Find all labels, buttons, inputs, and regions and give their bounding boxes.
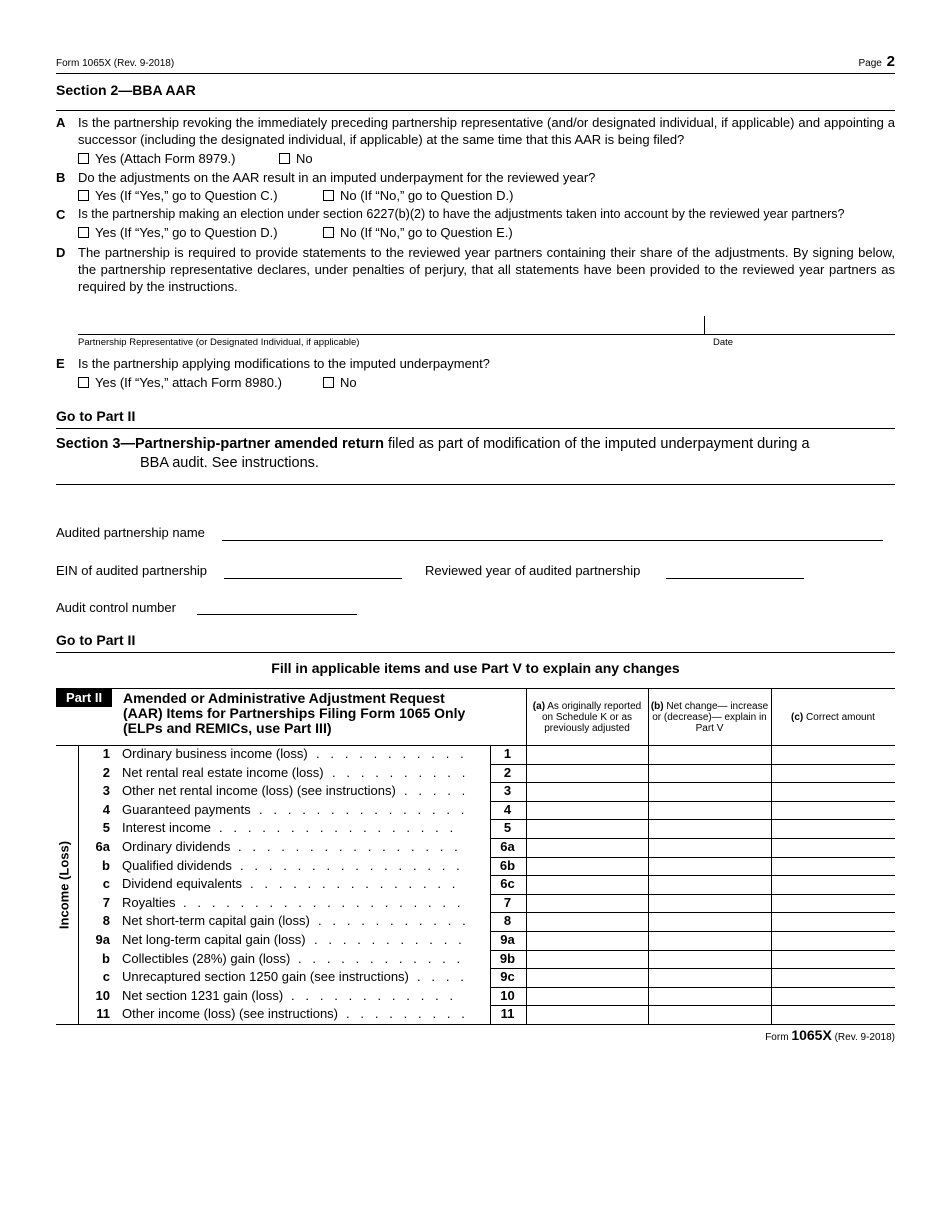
question-b-text: Do the adjustments on the AAR result in an imputed underpayment for the reviewed year? [78, 170, 596, 185]
question-b-no[interactable] [323, 187, 513, 204]
table-row [78, 875, 895, 893]
row-leader-dots: .... [417, 969, 475, 985]
audited-name-field[interactable] [222, 540, 883, 541]
row-label: Net rental real estate income (loss) [122, 764, 324, 780]
audit-control-label: Audit control number [56, 600, 176, 615]
question-b-letter: B [56, 170, 66, 185]
amount-cell-c[interactable] [771, 857, 895, 875]
table-row [78, 857, 895, 875]
amount-cell-c[interactable] [771, 1005, 895, 1023]
amount-cell-b[interactable] [648, 782, 771, 800]
part2-title [123, 691, 465, 736]
row-number: 1 [102, 746, 110, 761]
question-e-yes[interactable] [78, 374, 282, 391]
table-row [78, 1005, 895, 1023]
table-row [78, 745, 895, 763]
row-leader-dots: ............... [250, 876, 467, 892]
row-number: 3 [102, 783, 110, 799]
row-label: Ordinary dividends [122, 839, 231, 854]
col-c-header [771, 689, 895, 745]
row-leader-dots: ................ [238, 839, 469, 854]
amount-cell-b[interactable] [648, 1005, 771, 1023]
amount-cell-b[interactable] [648, 857, 771, 875]
amount-cell-a[interactable] [526, 1005, 648, 1023]
instructions-line: Fill in applicable items and use Part V to explain any changes [271, 660, 680, 676]
row-label: Other income (loss) (see instructions) [122, 1006, 339, 1022]
amount-cell-a[interactable] [526, 875, 648, 893]
reviewed-year-label: Reviewed year of audited partnership [425, 563, 641, 578]
row-box-number: 8 [503, 913, 512, 929]
income-loss-side-label [50, 745, 78, 1025]
row-label: Net section 1231 gain (loss) [122, 987, 284, 1003]
row-box-number: 6b [499, 857, 516, 873]
amount-cell-a[interactable] [526, 968, 648, 986]
row-label: Dividend equivalents [122, 876, 242, 892]
row-number: c [102, 969, 110, 985]
amount-cell-b[interactable] [648, 838, 771, 856]
question-e-no[interactable] [323, 374, 357, 391]
row-number: c [102, 876, 110, 892]
amount-cell-b[interactable] [648, 745, 771, 763]
section2-title: Section 2—BBA AAR [56, 82, 196, 98]
amount-cell-a[interactable] [526, 857, 648, 875]
row-leader-dots: ........... [316, 746, 475, 761]
row-label: Qualified dividends [122, 857, 232, 873]
amount-cell-a[interactable] [526, 987, 648, 1005]
question-a-letter: A [56, 115, 66, 130]
section2-rule [56, 110, 895, 111]
date-label: Date [713, 337, 734, 348]
reviewed-year-field[interactable] [666, 578, 804, 579]
question-a-no-label: No [296, 151, 313, 166]
row-box-number: 9c [500, 969, 515, 985]
table-row [78, 801, 895, 819]
amount-cell-c[interactable] [771, 968, 895, 986]
col-a-header-rest: As originally reported on Schedule K or as previously adjusted [541, 700, 642, 734]
row-leader-dots: ............ [298, 950, 471, 966]
row-number: 2 [102, 764, 110, 780]
row-leader-dots: ..... [404, 783, 477, 799]
question-d-text: The partnership is required to provide statements to the reviewed year partners containing their share of the adjustments. By signing below, the partnership representative declares, under penalties of perjury, that all statements have been provided to the reviewed year partners as required by the instructions. [78, 245, 895, 294]
question-c-yes-checkbox[interactable] [78, 227, 89, 238]
question-b-yes-checkbox[interactable] [78, 190, 89, 201]
audit-control-field[interactable] [197, 614, 357, 615]
row-leader-dots: ................ [240, 857, 471, 873]
footer-form-rev: (Rev. 9-2018) [834, 1032, 895, 1043]
amount-cell-b[interactable] [648, 894, 771, 912]
row-label: Interest income [122, 820, 211, 836]
amount-cell-b[interactable] [648, 764, 771, 782]
part2-tag: Part II [56, 689, 112, 707]
question-c-no[interactable] [323, 224, 513, 241]
col-c-header-rest: Correct amount [803, 711, 875, 723]
row-box-number: 4 [503, 801, 512, 817]
row-number: 10 [95, 987, 110, 1003]
row-label: Collectibles (28%) gain (loss) [122, 950, 291, 966]
row-box-number: 6c [500, 876, 515, 892]
signature-line[interactable] [78, 334, 895, 335]
col-b-header-bold: (b) [650, 700, 664, 712]
section3-title-rest: filed as part of modification of the imputed underpayment during a [383, 436, 810, 452]
question-a-yes[interactable] [78, 150, 235, 167]
signature-label: Partnership Representative (or Designated Individual, if applicable) [78, 337, 360, 348]
part2-title-line1: Amended or Administrative Adjustment Request [123, 690, 445, 706]
amount-cell-b[interactable] [648, 931, 771, 949]
ein-label: EIN of audited partnership [56, 563, 208, 578]
header-rule [56, 73, 895, 74]
row-box-number: 3 [503, 783, 512, 799]
col-b-header [648, 689, 771, 745]
row-leader-dots: ............ [291, 987, 464, 1003]
amount-cell-c[interactable] [771, 838, 895, 856]
amount-cell-b[interactable] [648, 968, 771, 986]
amount-cell-a[interactable] [526, 912, 648, 930]
table-row [78, 764, 895, 782]
row-label: Net short-term capital gain (loss) [122, 913, 310, 929]
question-a-no-checkbox[interactable] [279, 153, 290, 164]
amount-cell-c[interactable] [771, 950, 895, 968]
row-number: 6a [95, 839, 110, 854]
amount-cell-a[interactable] [526, 801, 648, 819]
amount-cell-c[interactable] [771, 764, 895, 782]
page-label: Page [858, 58, 882, 69]
row-box-number: 9a [500, 932, 515, 947]
page-number: 2 [886, 53, 895, 70]
row-label: Unrecaptured section 1250 gain (see instructions) [122, 969, 409, 985]
col-a-header [526, 689, 648, 745]
question-b-yes-label: Yes (If “Yes,” go to Question C.) [95, 188, 278, 203]
table-row [78, 931, 895, 949]
amount-cell-c[interactable] [771, 894, 895, 912]
question-e-text: Is the partnership applying modifications to the imputed underpayment? [78, 356, 490, 371]
row-label: Royalties [122, 894, 176, 910]
row-box-number: 2 [503, 764, 512, 780]
row-leader-dots: .......... [332, 764, 477, 780]
table-row [78, 987, 895, 1005]
question-c-no-checkbox[interactable] [323, 227, 334, 238]
question-c-no-label: No (If “No,” go to Question E.) [340, 225, 513, 240]
row-box-number: 7 [503, 894, 512, 910]
row-number: b [102, 950, 110, 966]
question-e-yes-checkbox[interactable] [78, 377, 89, 388]
amount-cell-b[interactable] [648, 912, 771, 930]
row-number: 9a [95, 932, 110, 947]
col-b-header-rest: Net change— increase or (decrease)— explain in Part V [652, 700, 769, 734]
row-number: 4 [102, 801, 110, 817]
income-loss-side-text: Income (Loss) [56, 840, 72, 930]
row-leader-dots: ........... [318, 913, 477, 929]
row-label: Guaranteed payments [122, 801, 251, 817]
amount-cell-a[interactable] [526, 838, 648, 856]
section3-title-line2: BBA audit. See instructions. [140, 455, 319, 471]
row-number: 11 [96, 1006, 110, 1022]
row-number: 8 [102, 913, 110, 929]
section3-title-bold: Section 3—Partnership-partner amended return [56, 436, 384, 452]
page-indicator [859, 54, 895, 72]
row-box-number: 1 [503, 746, 512, 761]
section3-title [56, 436, 810, 453]
question-d-letter: D [56, 245, 66, 260]
instructions-top-rule [56, 652, 895, 653]
row-leader-dots: ........... [314, 932, 473, 947]
question-e-yes-label: Yes (If “Yes,” attach Form 8980.) [95, 375, 282, 390]
table-row [78, 950, 895, 968]
part2-bottom-rule [56, 1024, 895, 1025]
row-leader-dots: ......... [346, 1006, 476, 1022]
question-c-yes-label: Yes (If “Yes,” go to Question D.) [95, 225, 278, 240]
section2-go-to: Go to Part II [56, 408, 136, 424]
question-a-no[interactable] [279, 150, 313, 167]
part2-title-line3: (ELPs and REMICs, use Part III) [123, 720, 332, 736]
amount-cell-c[interactable] [771, 745, 895, 763]
amount-cell-a[interactable] [526, 745, 648, 763]
row-box-number: 5 [503, 820, 512, 836]
amount-cell-c[interactable] [771, 819, 895, 837]
question-c-text: Is the partnership making an election under section 6227(b)(2) to have the adjustments taken into account by the reviewed year partners? [78, 207, 845, 221]
row-number: 5 [102, 820, 110, 836]
question-e-letter: E [56, 356, 65, 371]
footer-form-word: Form [765, 1032, 789, 1043]
ein-field[interactable] [224, 578, 402, 579]
table-row [78, 968, 895, 986]
section3-go-to: Go to Part II [56, 632, 136, 648]
question-a-text: Is the partnership revoking the immediately preceding partnership representative (and/or designated individual, if applicable) and appointing a successor (including the designated individual, if applicable) at the same time that this AAR is being filed? [78, 115, 895, 147]
table-row [78, 894, 895, 912]
amount-cell-a[interactable] [526, 894, 648, 912]
question-c-yes[interactable] [78, 224, 278, 241]
amount-cell-b[interactable] [648, 875, 771, 893]
amount-cell-c[interactable] [771, 912, 895, 930]
question-e-no-checkbox[interactable] [323, 377, 334, 388]
row-leader-dots: ................. [219, 820, 465, 836]
amount-cell-b[interactable] [648, 987, 771, 1005]
question-a-yes-checkbox[interactable] [78, 153, 89, 164]
row-label: Net long-term capital gain (loss) [122, 932, 306, 947]
question-e-no-label: No [340, 375, 357, 390]
amount-cell-a[interactable] [526, 931, 648, 949]
row-number: 7 [102, 894, 110, 910]
amount-cell-a[interactable] [526, 819, 648, 837]
table-row [78, 838, 895, 856]
form-rev-header: Form 1065X (Rev. 9-2018) [56, 58, 175, 69]
col-c-header-bold: (c) [791, 711, 804, 723]
footer-form-number: 1065X [791, 1027, 832, 1043]
row-box-number: 10 [500, 987, 515, 1003]
section3-rule [56, 484, 895, 485]
table-row [78, 819, 895, 837]
table-row [78, 912, 895, 930]
row-leader-dots: ............... [259, 801, 476, 817]
amount-cell-b[interactable] [648, 801, 771, 819]
row-leader-dots: .................... [183, 894, 472, 910]
part2-title-line2: (AAR) Items for Partnerships Filing Form 1065 Only [123, 705, 466, 721]
row-number: b [102, 857, 110, 873]
amount-cell-b[interactable] [648, 950, 771, 968]
question-b-no-label: No (If “No,” go to Question D.) [340, 188, 514, 203]
row-box-number: 6a [500, 839, 515, 854]
audited-name-label: Audited partnership name [56, 525, 205, 540]
row-box-number: 11 [500, 1006, 515, 1022]
amount-cell-b[interactable] [648, 819, 771, 837]
amount-cell-c[interactable] [771, 987, 895, 1005]
footer-form-label [765, 1027, 895, 1046]
amount-cell-a[interactable] [526, 782, 648, 800]
question-b-yes[interactable] [78, 187, 278, 204]
amount-cell-c[interactable] [771, 931, 895, 949]
amount-cell-a[interactable] [526, 950, 648, 968]
amount-cell-c[interactable] [771, 782, 895, 800]
col-a-header-bold: (a) [532, 700, 546, 712]
amount-cell-c[interactable] [771, 875, 895, 893]
row-box-number: 9b [499, 950, 516, 966]
row-label: Ordinary business income (loss) [122, 746, 308, 761]
question-c-letter: C [56, 207, 66, 222]
table-row [78, 782, 895, 800]
amount-cell-c[interactable] [771, 801, 895, 819]
section3-top-rule [56, 428, 895, 429]
question-a-yes-label: Yes (Attach Form 8979.) [95, 151, 236, 166]
amount-cell-a[interactable] [526, 764, 648, 782]
row-label: Other net rental income (loss) (see instructions) [122, 783, 396, 799]
signature-date-divider [704, 316, 705, 334]
question-b-no-checkbox[interactable] [323, 190, 334, 201]
